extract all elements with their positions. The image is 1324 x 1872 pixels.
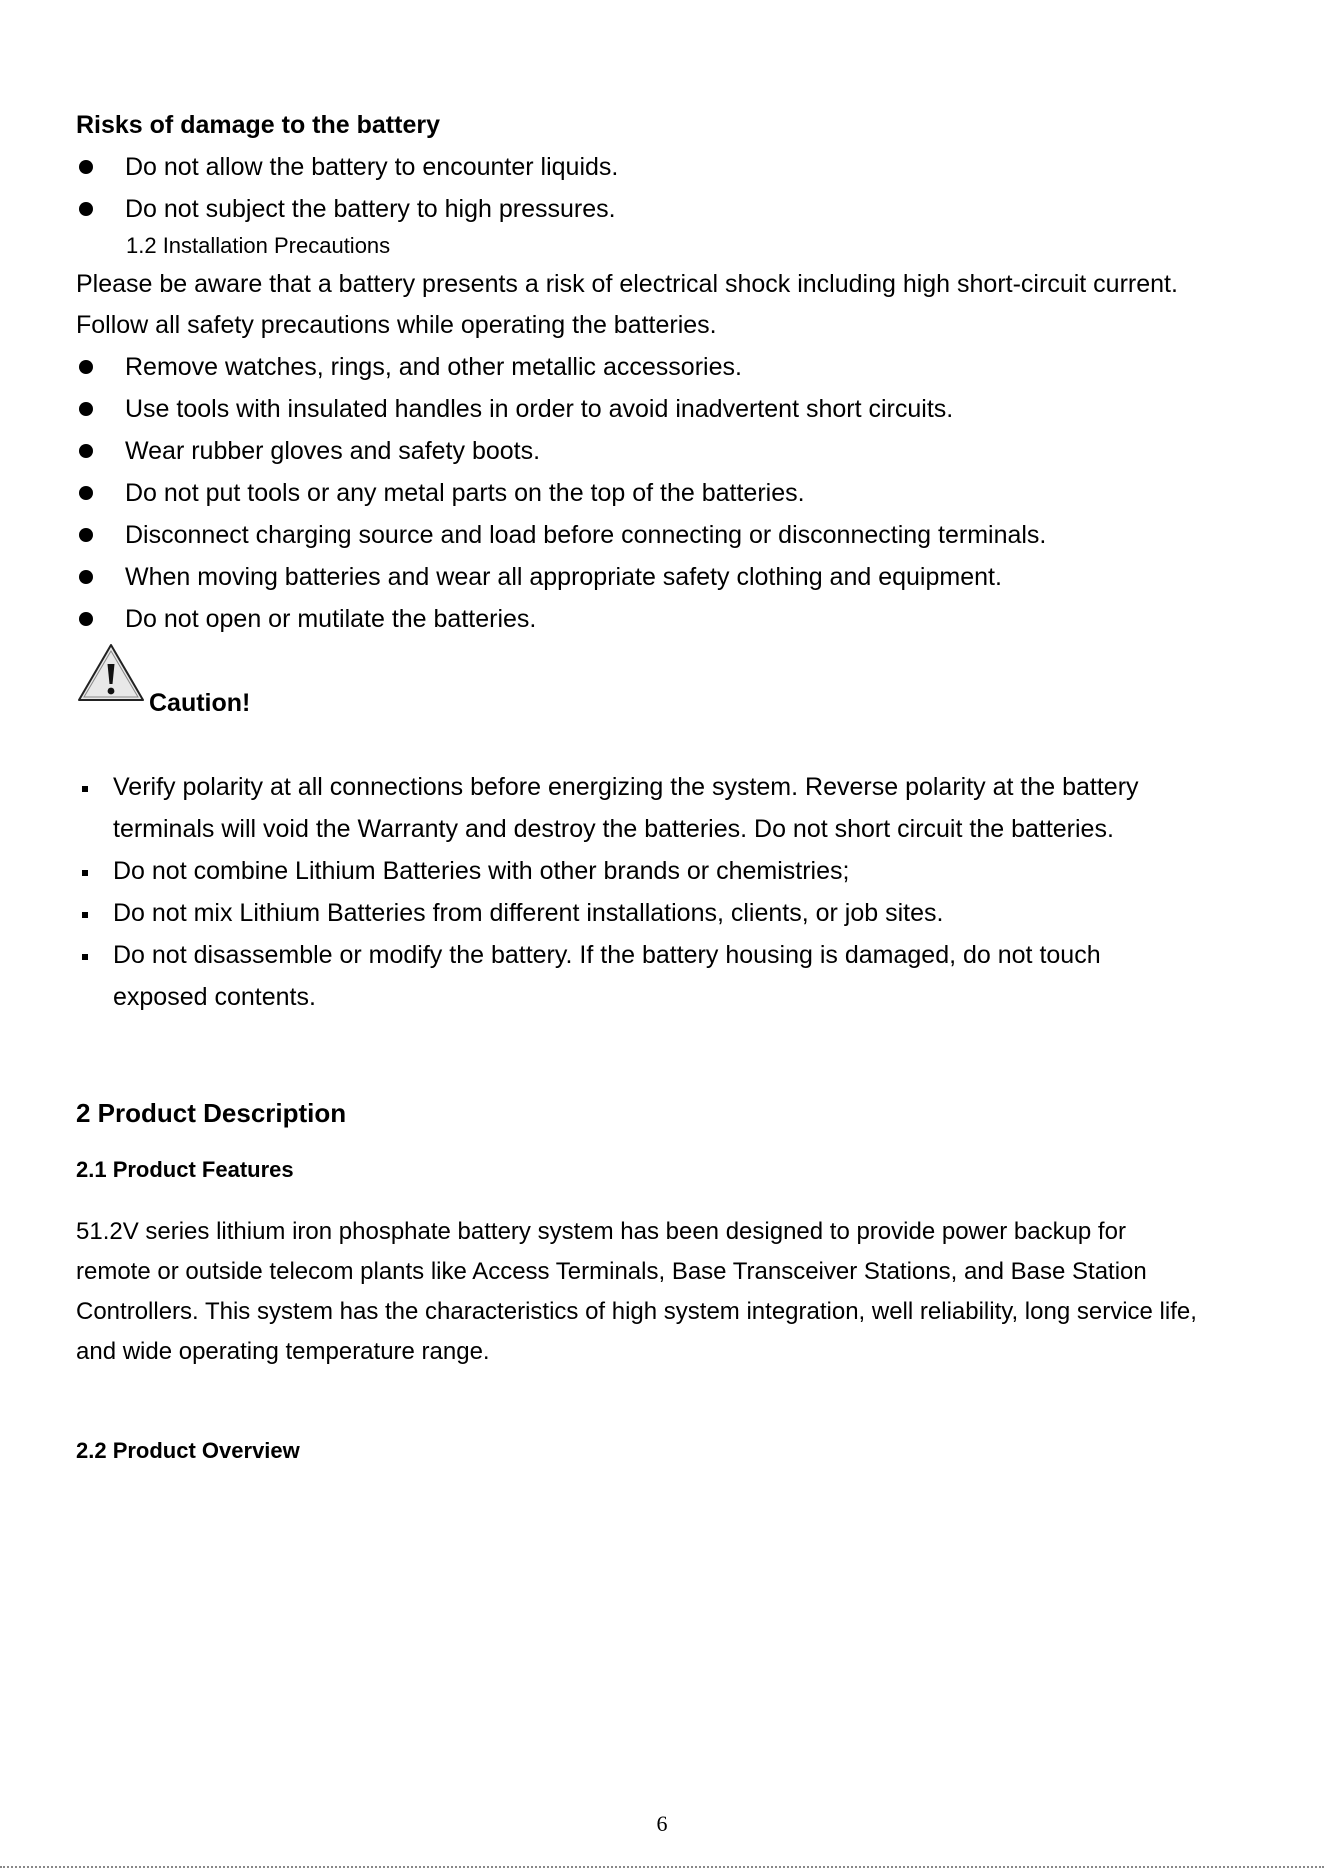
product-description-heading: 2 Product Description: [76, 1098, 347, 1128]
installation-item: [76, 350, 742, 384]
installation-item: [76, 434, 540, 468]
bullet-dot: [79, 202, 93, 216]
bullet-dot: [79, 612, 93, 626]
caution-label: Caution!: [149, 689, 251, 717]
installation-item: [76, 560, 1002, 594]
bullet-dot: [79, 360, 93, 374]
warning-triangle-icon: [76, 642, 146, 704]
installation-intro-line: Follow all safety precautions while operating the batteries.: [76, 311, 717, 339]
risks-item-text: Do not subject the battery to high pressures.: [125, 195, 616, 223]
installation-item: [76, 476, 805, 510]
bullet-dot: [79, 528, 93, 542]
product-features-line: 51.2V series lithium iron phosphate battery system has been designed to provide power backup for: [76, 1218, 1126, 1245]
bullet-dot: [79, 486, 93, 500]
caution-item-line: exposed contents.: [113, 983, 316, 1011]
product-features-heading: 2.1 Product Features: [76, 1157, 294, 1182]
installation-heading: 1.2 Installation Precautions: [126, 233, 391, 258]
product-overview-heading: 2.2 Product Overview: [76, 1438, 300, 1463]
installation-item-text: Do not open or mutilate the batteries.: [125, 605, 537, 633]
product-features-line: Controllers. This system has the characteristics of high system integration, well reliability, long service life,: [76, 1298, 1197, 1325]
caution-item-line: Do not combine Lithium Batteries with other brands or chemistries;: [113, 857, 850, 885]
installation-item-text: When moving batteries and wear all appropriate safety clothing and equipment.: [125, 563, 1002, 591]
bullet-square: [82, 786, 88, 792]
bullet-square: [82, 912, 88, 918]
product-features-line: and wide operating temperature range.: [76, 1338, 490, 1365]
installation-item-text: Do not put tools or any metal parts on the top of the batteries.: [125, 479, 805, 507]
bullet-dot: [79, 402, 93, 416]
installation-item: [76, 518, 1046, 552]
bullet-dot: [79, 160, 93, 174]
footer-divider: [0, 1866, 1324, 1868]
installation-item: [76, 392, 953, 426]
bullet-square: [82, 954, 88, 960]
installation-item-text: Disconnect charging source and load before connecting or disconnecting terminals.: [125, 521, 1047, 549]
risks-item: [76, 150, 618, 184]
bullet-dot: [79, 444, 93, 458]
product-features-line: remote or outside telecom plants like Access Terminals, Base Transceiver Stations, and Base Station: [76, 1258, 1147, 1285]
caution-item-line: Do not disassemble or modify the battery. If the battery housing is damaged, do not touch: [113, 941, 1101, 969]
installation-item-text: Use tools with insulated handles in order to avoid inadvertent short circuits.: [125, 395, 954, 423]
caution-item-line: Verify polarity at all connections before energizing the system. Reverse polarity at the battery: [113, 773, 1139, 801]
risks-item-text: Do not allow the battery to encounter liquids.: [125, 153, 619, 181]
risks-item: [76, 192, 616, 226]
installation-intro-line: Please be aware that a battery presents a risk of electrical shock including high short-circuit current.: [76, 270, 1178, 298]
caution-item-line: Do not mix Lithium Batteries from different installations, clients, or job sites.: [113, 899, 944, 927]
bullet-square: [82, 870, 88, 876]
bullet-dot: [79, 570, 93, 584]
caution-item-line: terminals will void the Warranty and destroy the batteries. Do not short circuit the batteries.: [113, 815, 1114, 843]
installation-item-text: Remove watches, rings, and other metallic accessories.: [125, 353, 742, 381]
installation-item: [76, 602, 536, 636]
page-number: 6: [656, 1811, 668, 1836]
risks-heading: Risks of damage to the battery: [76, 111, 440, 139]
installation-item-text: Wear rubber gloves and safety boots.: [125, 437, 541, 465]
